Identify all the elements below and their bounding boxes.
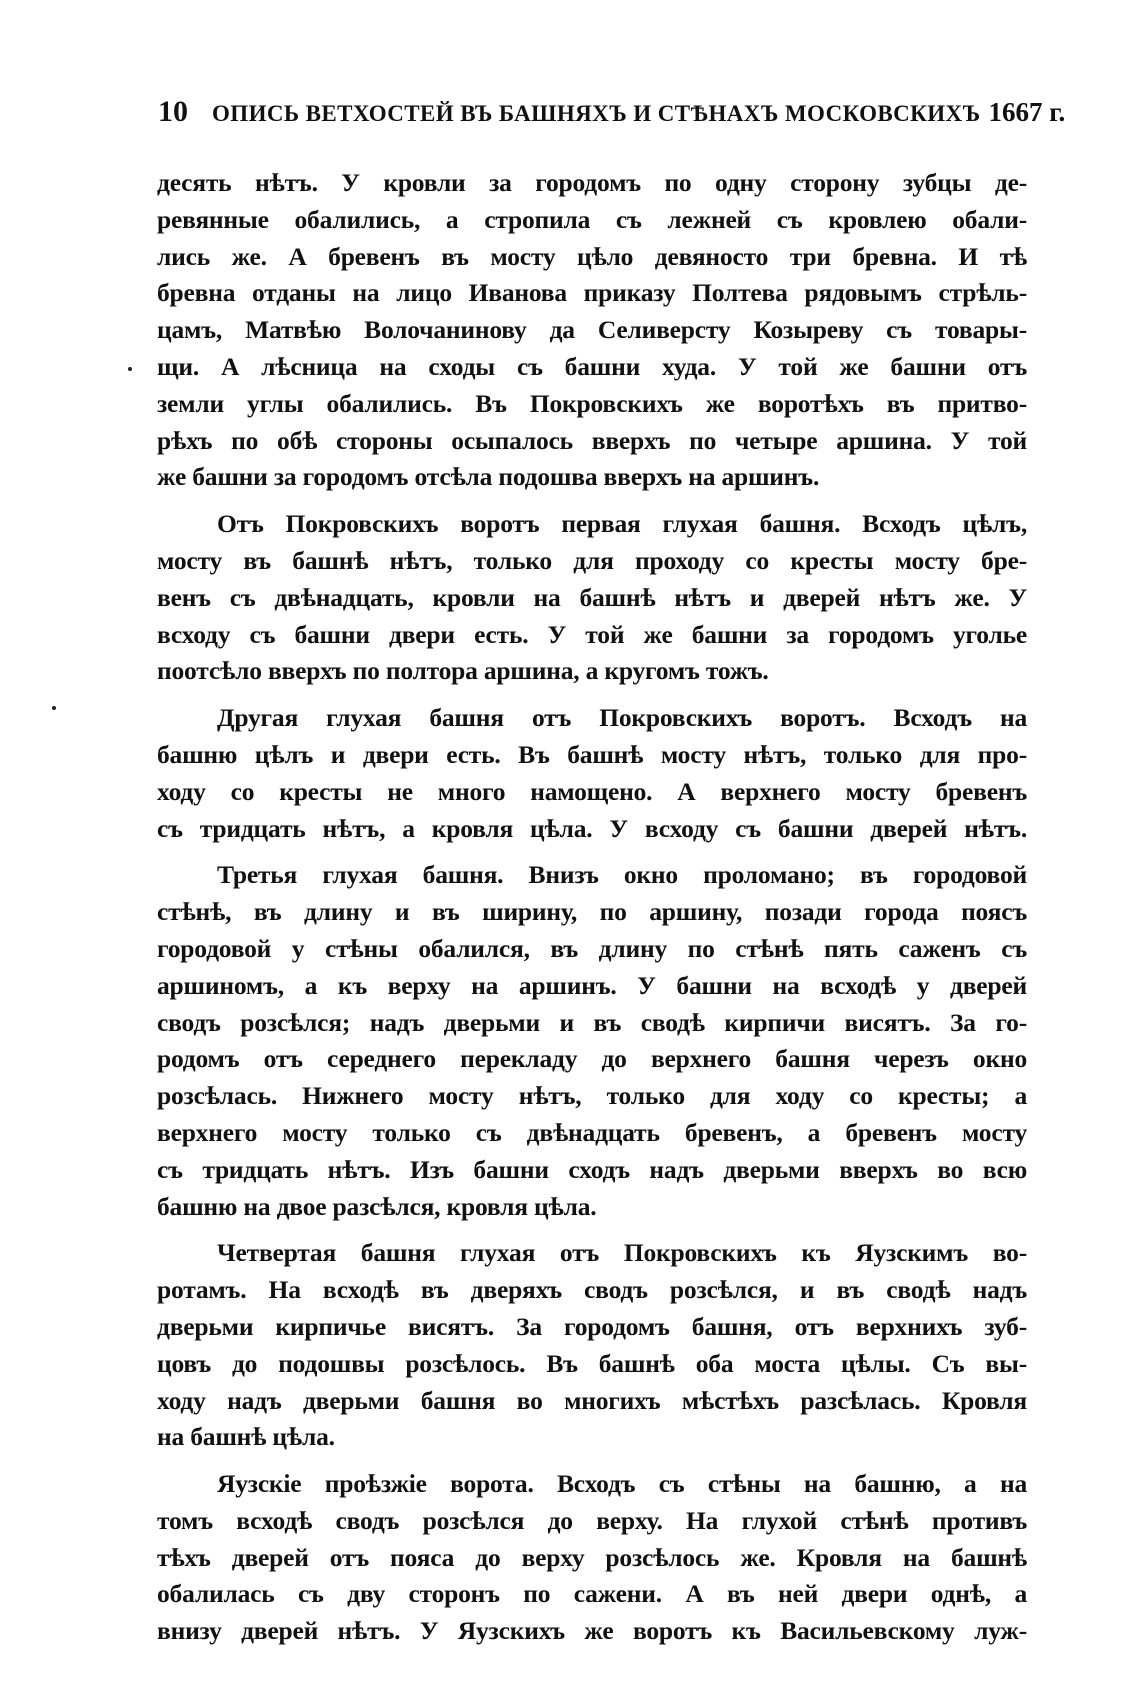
text-line: томъ всходѣ сводъ розсѣлся до верху. На глухой стѣнѣ противъ	[157, 1505, 1027, 1535]
text-line: Другая глухая башня отъ Покровскихъ воротъ. Всходъ на	[217, 703, 1027, 733]
text-line: внизу дверей нѣтъ. У Яузскихъ же воротъ къ Васильевскому луж-	[157, 1616, 1027, 1646]
stray-dot-margin	[52, 706, 56, 710]
text-line: бревна отданы на лицо Иванова приказу Полтева рядовымъ стрѣль-	[157, 278, 1027, 308]
text-line: тѣхъ дверей отъ пояса до верху розсѣлось же. Кровля на башнѣ	[157, 1542, 1027, 1572]
text-line: Отъ Покровскихъ воротъ первая глухая башня. Всходъ цѣлъ,	[217, 509, 1027, 539]
text-line: рѣхъ по обѣ стороны осыпалось вверхъ по четыре аршина. У той	[157, 425, 1027, 455]
text-line: ходу надъ дверьми башня во многихъ мѣстѣхъ разсѣлась. Кровля	[157, 1385, 1027, 1415]
text-line: съ тридцать нѣтъ, а кровля цѣла. У всходу съ башни дверей нѣтъ.	[157, 813, 1027, 843]
text-line: верхнего мосту только съ двѣнадцать бревенъ, а бревенъ мосту	[157, 1117, 1027, 1147]
text-line: стѣнѣ, въ длину и въ ширину, по аршину, позади города поясъ	[157, 897, 1027, 927]
text-line: земли углы обалились. Въ Покровскихъ же воротѣхъ въ притво-	[157, 388, 1027, 418]
text-line: ревянные обалились, а стропила съ лежней съ кровлею обали-	[157, 204, 1027, 234]
running-head	[158, 92, 1066, 132]
text-line: же башни за городомъ отсѣла подошва вверхъ на аршинъ.	[157, 462, 820, 492]
body-text	[157, 165, 1027, 1650]
text-line: аршиномъ, а къ верху на аршинъ. У башни на всходѣ у дверей	[157, 970, 1027, 1000]
text-line: поотсѣло вверхъ по полтора аршина, а кругомъ тожъ.	[157, 656, 769, 686]
text-line: съ тридцать нѣтъ. Изъ башни сходъ надъ дверьми вверхъ во всю	[157, 1154, 1027, 1184]
text-line: десять нѣтъ. У кровли за городомъ по одну сторону зубцы де-	[157, 168, 1027, 197]
text-line: щи. А лѣсница на сходы съ башни худа. У той же башни отъ	[157, 351, 1027, 381]
text-line: ходу со кресты не много намощено. А верхнего мосту бревенъ	[157, 776, 1027, 806]
text-line: лись же. А бревенъ въ мосту цѣло девяносто три бревна. И тѣ	[157, 241, 1027, 271]
text-line: обалилась съ дву сторонъ по сажени. А въ ней двери однѣ, а	[157, 1579, 1027, 1609]
text-line: родомъ отъ середнего перекладу до верхнего башня черезъ окно	[157, 1044, 1027, 1074]
stray-dot-left	[128, 367, 132, 371]
text-line: сводъ розсѣлся; надъ дверьми и въ сводѣ кирпичи висятъ. За го-	[157, 1007, 1027, 1037]
text-line: всходу съ башни двери есть. У той же башни за городомъ уголье	[157, 619, 1027, 649]
text-line: цовъ до подошвы розсѣлось. Въ башнѣ оба моста цѣлы. Съ вы-	[157, 1348, 1027, 1378]
running-year: 1667 г.	[988, 97, 1066, 127]
text-line: ротамъ. На всходѣ въ дверяхъ сводъ розсѣлся, и въ сводѣ надъ	[157, 1275, 1027, 1305]
text-line: мосту въ башнѣ нѣтъ, только для проходу со кресты мосту бре-	[157, 545, 1027, 575]
text-line: Яузскіе проѣзжіе ворота. Всходъ съ стѣны на башню, а на	[217, 1469, 1027, 1499]
text-line: Четвертая башня глухая отъ Покровскихъ къ Яузскимъ во-	[217, 1238, 1027, 1268]
page-number: 10	[158, 95, 188, 128]
text-line: на башнѣ цѣла.	[157, 1422, 335, 1452]
text-line: башню цѣлъ и двери есть. Въ башнѣ мосту нѣтъ, только для про-	[157, 739, 1027, 769]
text-line: цамъ, Матвѣю Волочанинову да Селиверсту Козыреву съ товары-	[157, 315, 1027, 345]
running-title: ОПИСЬ ВЕТХОСТЕЙ ВЪ БАШНЯХЪ И СТѢНАХЪ МОСКОВСКИХЪ	[212, 101, 981, 126]
text-line: башню на двое разсѣлся, кровля цѣла.	[157, 1191, 597, 1221]
text-line: розсѣлась. Нижнего мосту нѣтъ, только для ходу со кресты; а	[157, 1081, 1027, 1111]
text-line: Третья глухая башня. Внизъ окно проломано; въ городовой	[217, 860, 1027, 890]
text-line: городовой у стѣны обалился, въ длину по стѣнѣ пять саженъ съ	[157, 933, 1027, 963]
text-line: дверьми кирпичье висятъ. За городомъ башня, отъ верхнихъ зуб-	[157, 1311, 1027, 1341]
text-line: венъ съ двѣнадцать, кровли на башнѣ нѣтъ и дверей нѣтъ же. У	[157, 582, 1027, 612]
